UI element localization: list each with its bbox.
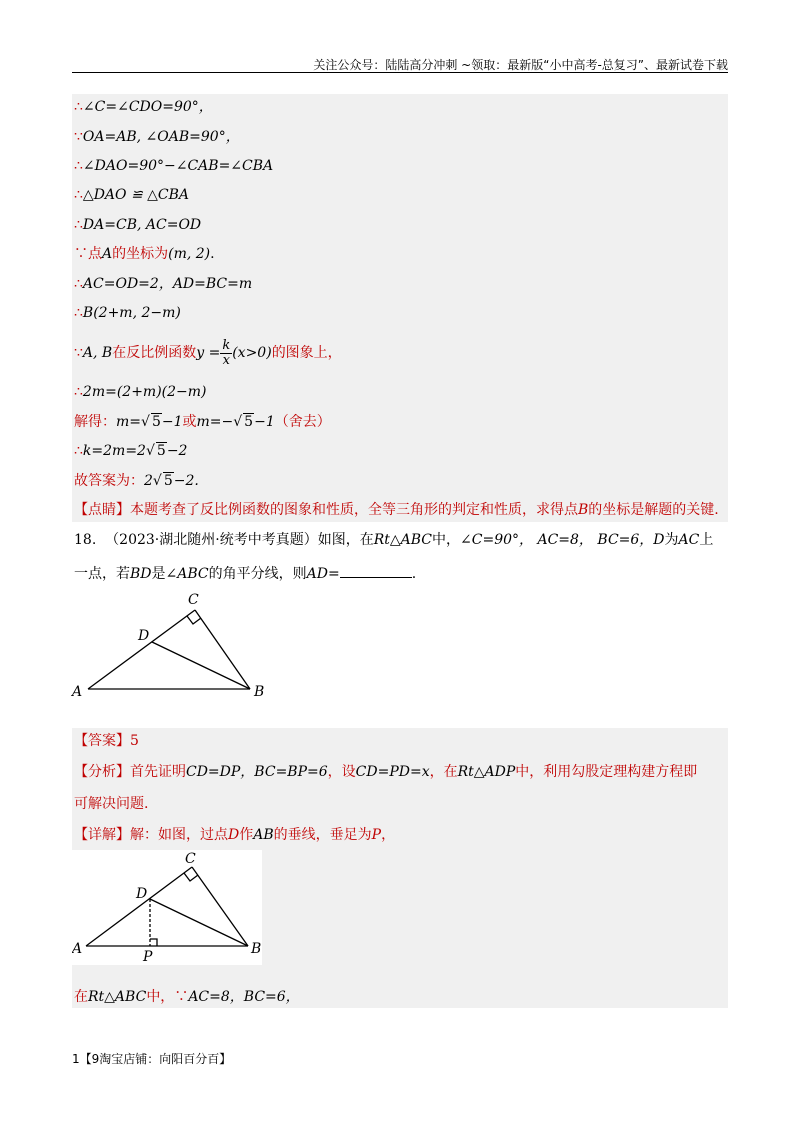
right-angle-mark-C	[184, 873, 198, 881]
segment-AC	[88, 610, 195, 689]
header-rule	[72, 72, 728, 73]
question-number: 18.	[74, 532, 97, 548]
solution-line-7: ∴AC=OD=2，AD=BC=m	[74, 276, 253, 292]
segment-DB	[152, 642, 250, 689]
analysis-tag: 【分析】	[74, 764, 130, 780]
triangle-figure-2	[72, 850, 262, 965]
page-footer: 1【9淘宝店铺：向阳百分百】	[72, 1052, 232, 1066]
solution-line-9: ∵A, B在反比例函数y = $\frac{k}{x}$ (x>0)的图象上，	[74, 337, 342, 368]
segment-DB	[150, 899, 248, 946]
label-A: A	[72, 684, 83, 700]
solution-line-12: ∴k=2m=2√ 5−2	[74, 443, 188, 459]
answer-value: 5	[130, 733, 139, 749]
final-line: 在Rt△ABC中，∵AC=8，BC=6，	[74, 989, 300, 1005]
question-18-line-2: 一点，若BD是∠ABC的角平分线，则AD= .	[74, 563, 416, 584]
solution-line-6: ∵点A的坐标为(m, 2).	[74, 246, 215, 262]
label-B: B	[251, 941, 262, 957]
answer-line	[74, 731, 139, 751]
segment-CB	[195, 610, 250, 689]
right-angle-mark-P	[150, 939, 157, 946]
solution-line-11: 解得：m=√ 5−1或m=−√ 5−1（舍去）	[74, 414, 331, 430]
comment-line: 【点睛】本题考查了反比例函数的图象和性质，全等三角形的判定和性质，求得点B的坐标是解题的关键.	[74, 502, 719, 518]
answer-blank[interactable]	[340, 563, 412, 578]
label-A: A	[72, 941, 83, 957]
right-angle-mark	[187, 616, 201, 624]
label-P: P	[143, 949, 153, 965]
solution-line-3: ∴∠DAO=90°−∠CAB=∠CBA	[74, 158, 274, 174]
therefore-symbol: ∴	[74, 99, 83, 115]
analysis-line-2: 可解决问题.	[74, 796, 149, 812]
solution-line-2: ∵OA=AB, ∠OAB=90°，	[74, 129, 240, 145]
label-D: D	[136, 886, 148, 902]
fraction-k-over-x: $\frac{k}{x}$	[222, 337, 231, 368]
answer-tag: 【答案】	[74, 733, 130, 749]
solution-line-13: 故答案为：2√ 5−2.	[74, 473, 199, 489]
question-18-line-1: 18. （2023·湖北随州·统考中考真题）如图，在Rt△ABC中，∠C=90°， AC=8， BC=6，D为AC上	[74, 532, 714, 548]
analysis-line-1: 【分析】首先证明CD=DP，BC=BP=6，设CD=PD=x，在Rt△ADP中，利用勾股定理构建方程即	[74, 764, 698, 780]
triangle-figure-1	[70, 588, 280, 703]
label-C: C	[188, 592, 199, 608]
page-header: 关注公众号：陆陆高分冲刺 ~领取：最新版“小中高考-总复习”、最新试卷下载	[313, 58, 728, 72]
comment-tag: 【点睛】	[74, 502, 130, 518]
detail-tag: 【详解】	[74, 827, 130, 843]
label-D: D	[138, 628, 150, 644]
because-symbol: ∵	[74, 129, 83, 145]
label-C: C	[185, 851, 196, 867]
solution-line-1: ∴∠C=∠CDO=90°，	[74, 99, 213, 115]
sqrt-symbol: √	[141, 414, 150, 430]
solution-line-5: ∴DA=CB, AC=OD	[74, 217, 202, 233]
solution-line-10: ∴2m=(2+m)(2−m)	[74, 384, 207, 400]
label-B: B	[254, 684, 265, 700]
segment-AC	[86, 867, 192, 946]
detail-line: 【详解】解：如图，过点D作AB的垂线，垂足为P，	[74, 827, 396, 843]
solution-line-4: ∴△DAO ≌ △CBA	[74, 187, 190, 203]
segment-CB	[192, 867, 248, 946]
solution-line-8: ∴B(2+m, 2−m)	[74, 305, 181, 321]
